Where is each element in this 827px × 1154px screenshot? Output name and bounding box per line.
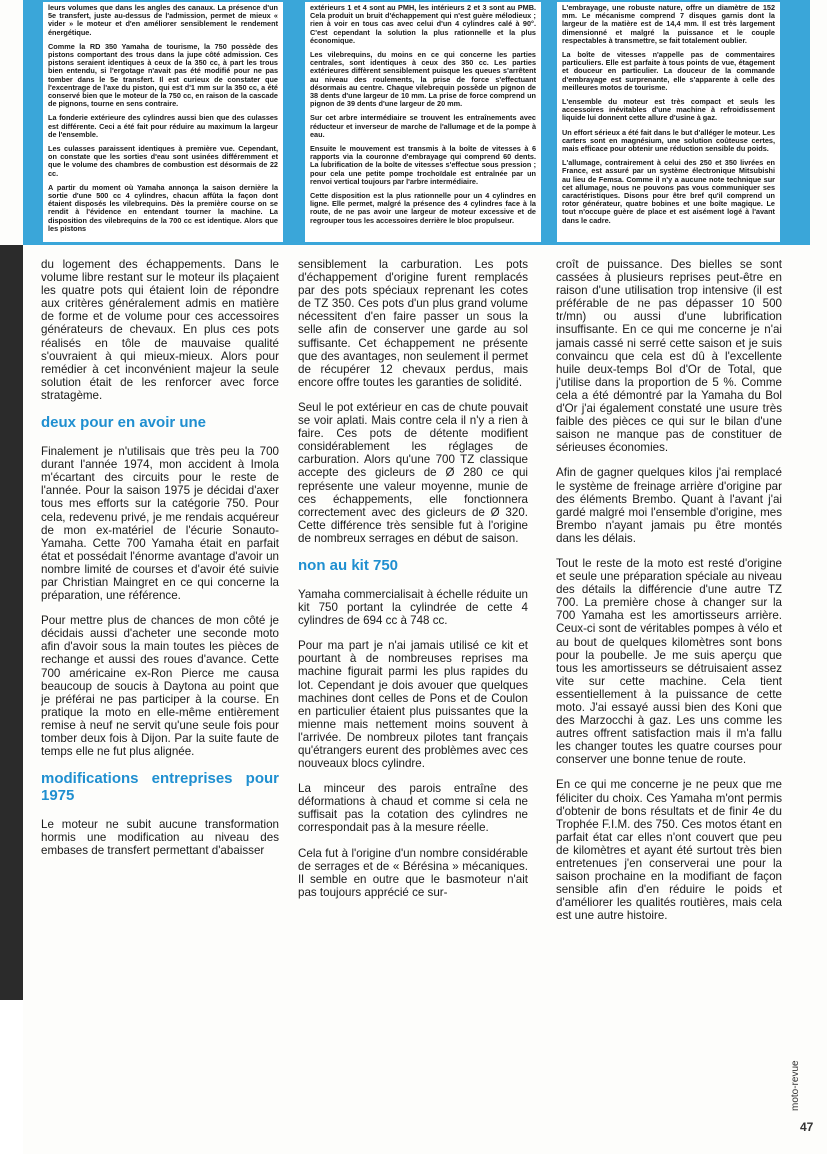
box-paragraph: L'ensemble du moteur est très compact et seuls les accessoires inévitables d'une machine à refroidissement liquide lui donnent cette allure d'usine à gaz. [562, 97, 775, 123]
article-column-3 [556, 258, 782, 1018]
page-number: 47 [800, 1120, 814, 1134]
article-paragraph: Afin de gagner quelques kilos j'ai remplacé le système de freinage arrière d'origine par des éléments Brembo. Quant à l'avant j'ai gardé malgré moi l'ensemble d'origine, mes Brembo n'ayant jamais pu être montés dans les délais. [556, 466, 782, 545]
box-column-2 [305, 2, 541, 242]
box-paragraph: Les vilebrequins, du moins en ce qui concerne les parties centrales, sont identiques à ceux des 350 cc. Les parties extérieures diffèrent sensiblement puisque les queues s'arrêtent au niveau des roulements, la prise de force s'effectuant désormais au centre. Chaque vilebrequin possède un pignon de 38 dents d'une largeur de 10 mm. La prise de force comprend un pignon de 39 dents d'une largeur de 20 mm. [310, 50, 536, 109]
article-paragraph: En ce qui me concerne je ne peux que me féliciter du choix. Ces Yamaha m'ont permis d'obtenir de bons résultats et de finir 4e du Trophée F.I.M. des 750. Ces motos étant en parfait état car elles n'ont couvert que peu de kilomètres et ayant été surtout très bien entretenues j'en conserverai une pour la saison prochaine en la modifiant de façon sensible afin d'en réduire le poids et d'améliorer les qualités routières, mais cela est une autre histoire. [556, 778, 782, 923]
magazine-name: moto-revue [790, 1060, 801, 1111]
left-margin-blank [0, 1000, 23, 1154]
box-paragraph: Comme la RD 350 Yamaha de tourisme, la 750 possède des pistons comportant des trous dans la jupe côté admission. Ces pistons seraient identiques à ceux de la 350 cc, à part les trous bien entendu, si l'ergotage n'avait pas été modifié pour ne pas tomber dans le 5e transfert. Il est curieux de constater que l'excentrage de l'axe du piston, qui est d'1 mm sur la 350 cc, a été conservé bien que le moteur de la 750 cc, en raison de la cascade de pignons, tourne en sens contraire. [48, 41, 278, 109]
article-paragraph: Yamaha commercialisait à échelle réduite un kit 750 portant la cylindrée de cette 4 cylindres de 694 cc à 748 cc. [298, 587, 528, 628]
article-paragraph: Seul le pot extérieur en cas de chute pouvait se voir aplati. Mais contre cela il n'y a rien à faire. Ces pots de détente modifient considérablement les réglages de carburation. Alors qu'une 700 TZ classique accepte des gicleurs de Ø 280 ce qui représente une valeur moyenne, munie de ces échappements, elle fonctionnera correctement avec des gicleurs de Ø 320. Cette différence très sensible fut à l'origine de nombreux serrages en début de saison. [298, 400, 528, 545]
article-paragraph: sensiblement la carburation. Les pots d'échappement d'origine furent remplacés par des pots spéciaux reprenant les cotes de TZ 350. Ces pots d'un plus grand volume nécessitent d'en faire passer un sous la selle afin de conserver une garde au sol suffisante. Cet échappement ne présente que des avantages, non seulement il permet de récupérer 12 chevaux perdus, mais encore offre toutes les garanties de solidité. [298, 258, 528, 389]
box-paragraph: extérieurs 1 et 4 sont au PMH, les intérieurs 2 et 3 sont au PMB. Cela produit un bruit d'échappement qui n'est guère mélodieux ; rien à voir en tous cas avec celui d'un 4 cylindres calé à 90°. C'est cependant la solution la plus rationnelle et la plus économique. [310, 3, 536, 45]
article-paragraph: Cela fut à l'origine d'un nombre considérable de serrages et de « Bérésina » mécaniques. Il semble en outre que le basmoteur n'ait pas toujours apprécié ce sur- [298, 846, 528, 899]
article-paragraph: Tout le reste de la moto est resté d'origine et seule une préparation spéciale au niveau des détails la différencie d'une autre TZ 700. La première chose à changer sur la 700 Yamaha est les amortisseurs arrière. Ceux-ci sont de véritables pompes à vélo et au bout de quelques kilomètres sont bons pour la poubelle. Je me suis aperçu que tous les amortisseurs se détruisaient assez vite sur cette machine. Cela tient essentiellement à la puissance de cette moto. J'ai essayé aussi bien des Koni que des Marzocchi à gaz. Les uns comme les autres offrent satisfaction mais il m'a fallu les changer toutes les quatre courses pour conserver une bonne tenue de route. [556, 556, 782, 767]
box-paragraph: A partir du moment où Yamaha annonça la saison dernière la sortie d'une 500 cc 4 cylindres, chacun affûta la façon dont étaient disposés les vilebrequins. Dès la première course on se rendit à l'évidence en entendant tourner la machine. La disposition des vilebrequins de la 700 cc est identique. Alors que les pistons [48, 182, 278, 233]
article-paragraph: croît de puissance. Des bielles se sont cassées à plusieurs reprises peut-être en raison d'une utilisation trop intensive (il est préférable de ne pas dépasser 10 500 tr/mn) ou aussi d'une lubrification insuffisante. En ce qui me concerne je n'ai jamais cassé ni serré cette saison et je suis convaincu que cela est dû à l'excellente huile deux-temps Bol d'Or de Total, que j'utilise dans la proportion de 5 %. Comme cela a été démontré par la Yamaha du Bol d'Or j'ai également constaté une usure très faible des pièces ce qui sur le bilan d'une saison ne manque pas de constituer de sérieuses économies. [556, 258, 782, 455]
box-paragraph: Sur cet arbre intermédiaire se trouvent les entraînements avec réducteur et inverseur de marche de l'allumage et de la pompe à eau. [310, 113, 536, 139]
article-column-2 [298, 258, 528, 998]
article-paragraph: Finalement je n'utilisais que très peu la 700 durant l'année 1974, mon accident à Imola m'écartant des circuits pour le reste de l'année. Pour la saison 1975 je décidai d'axer tous mes efforts sur la catégorie 750. Pour cela, redevenu privé, je me rendais acquéreur de mon ex-matériel de l'écurie Sonauto-Yamaha. Cette 700 Yamaha était en parfait état et possédait l'énorme avantage d'avoir un nombre limité de courses et d'avoir été suivie par Christian Maingret en ce qui concerne la préparation, une référence. [41, 445, 279, 603]
box-paragraph: Les culasses paraissent identiques à première vue. Cependant, on constate que les sorties d'eau sont usinées différemment et que le volume des chambres de combustion est désormais de 22 cc. [48, 144, 278, 178]
article-paragraph: Pour mettre plus de chances de mon côté je décidais aussi d'acheter une seconde moto afin d'avoir sous la main toutes les pièces de rechange et aussi des roues d'avance. Cette 700 américaine ex-Ron Pierce me causa beaucoup de soucis à Daytona au point que je préférai ne pas participer à la course. En pratique la moto en elle-même entièrement remise à neuf ne servit qu'une seule fois pour tomber deux fois à Dijon. Par la suite faute de temps elle ne fut plus alignée. [41, 614, 279, 759]
box-paragraph: Cette disposition est la plus rationnelle pour un 4 cylindres en ligne. Elle permet, malgré la présence des 4 cylindres face à la route, de ne pas avoir une largeur de moteur excessive et de regrouper tous les accessoires derrière le bloc propulseur. [310, 191, 536, 225]
article-paragraph: Pour ma part je n'ai jamais utilisé ce kit et pourtant à de nombreuses reprises ma machine figurait parmi les plus rapides du lot. Cependant je dois avouer que quelques machines dont celles de Pons et de Coulon en particulier étaient plus puissantes que la mienne mais nettement moins souvent à l'arrivée. De nombreux pilotes tant français qu'étrangers eurent des problèmes avec ces nouveaux blocs cylindre. [298, 639, 528, 771]
article-paragraph: La minceur des parois entraîne des déformations à chaud et comme si cela ne suffisait pas la cotation des cylindres ne correspondait pas à la mesure réelle. [298, 782, 528, 835]
section-heading: non au kit 750 [298, 556, 399, 574]
box-paragraph: La boîte de vitesses n'appelle pas de commentaires particuliers. Elle est parfaite à tous points de vue, étagement et douceur en particulier. La douceur de la commande d'embrayage est surprenante, elle s'apparente à celle des meilleures motos de tourisme. [562, 50, 775, 92]
box-paragraph: L'allumage, contrairement à celui des 250 et 350 livrées en France, est assuré par un système électronique Mitsubishi au lieu de Femsa. Comme il n'y a aucune note technique sur cet allumage, nous ne pouvons pas vous communiquer ses caractéristiques. Disons pour être bref qu'il comprend un rotor générateur, quatre bobines et une boîte magique. Le tout n'occupe guère de place et est aisément logé à l'avant dans le cadre. [562, 158, 775, 225]
left-margin-bar [0, 245, 23, 1000]
box-paragraph: leurs volumes que dans les angles des canaux. La présence d'un 5e transfert, juste au-dessus de l'admission, permet de mieux « vider » le moteur et d'en améliorer sensiblement le rendement énergétique. [48, 3, 278, 37]
section-heading: deux pour en avoir une [41, 414, 207, 432]
box-paragraph: La fonderie extérieure des cylindres aussi bien que des culasses est différente. Ceci a été fait pour réduire au maximum la largeur de l'ensemble. [48, 113, 278, 139]
box-paragraph: L'embrayage, une robuste nature, offre un diamètre de 152 mm. Le mécanisme comprend 7 disques garnis dont la largeur de la matière est de 14,4 mm. Il est très largement dimensionné et malgré la puissance et le couple respectables à transmettre, se fait totalement oublier. [562, 3, 775, 45]
article-column-1 [41, 258, 279, 998]
box-paragraph: Un effort sérieux a été fait dans le but d'alléger le moteur. Les carters sont en magnésium, une solution coûteuse certes, mais efficace pour obtenir une réduction sensible du poids. [562, 127, 775, 154]
article-paragraph: du logement des échappements. Dans le volume libre restant sur le moteur ils plaçaient les quatre pots qui étaient loin de répondre aux critères généralement admis en matière de forme et de volume pour ces accessoires générateurs de chevaux. En plus ces pots réalisés en tôle de mauvaise qualité s'ouvraient à qui mieux-mieux. Alors pour remédier à cet inconvénient majeur la seule solution était de les renforcer avec force stratagème. [41, 258, 279, 402]
box-column-3 [557, 2, 780, 242]
article-paragraph: Le moteur ne subit aucune transformation hormis une modification au niveau des embases de transfert permettant d'abaisser [41, 818, 279, 858]
section-heading: modifications entreprises pour 1975 [41, 770, 279, 805]
box-paragraph: Ensuite le mouvement est transmis à la boîte de vitesses à 6 rapports via la couronne d'embrayage qui comprend 60 dents. La lubrification de la boîte de vitesses s'effectue sous pression ; pour cela une petite pompe trochoïdale est entraînée par un renvoi vertical toujours par l'arbre intermédiaire. [310, 144, 536, 186]
box-column-1 [43, 2, 283, 242]
